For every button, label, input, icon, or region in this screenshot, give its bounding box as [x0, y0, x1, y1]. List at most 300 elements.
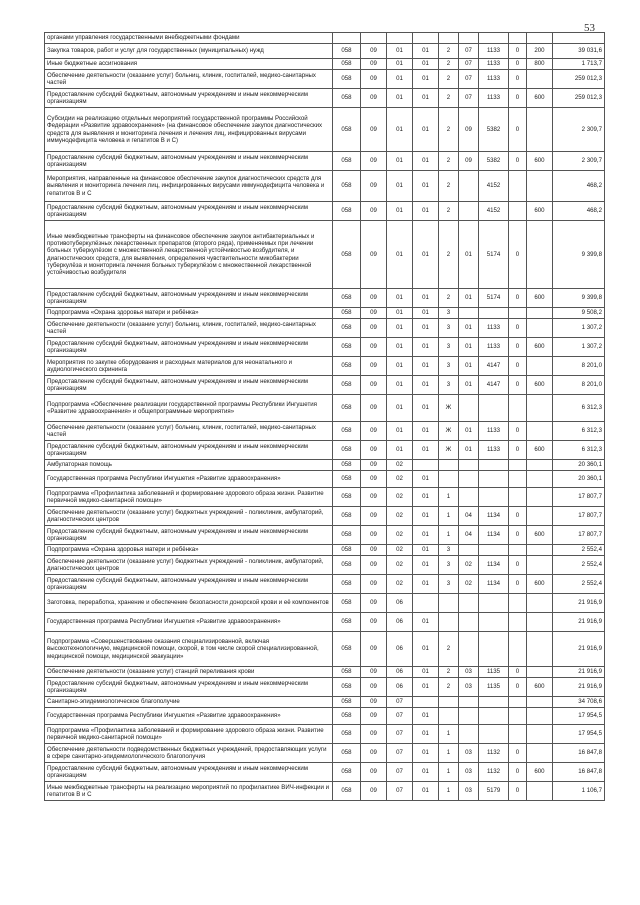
code-cell [527, 70, 553, 89]
code-cell: 01 [413, 152, 439, 171]
row-name: Мероприятия по закупке оборудования и расходных материалов для неонатального и аудиологического скрининга [45, 357, 333, 376]
code-cell: 01 [387, 59, 413, 70]
code-cell: 01 [413, 556, 439, 575]
row-name: Государственная программа Республики Ингушетия «Развитие здравоохранения» [45, 471, 333, 488]
code-cell: 07 [459, 59, 479, 70]
code-cell: 058 [333, 171, 361, 202]
code-cell: 09 [361, 632, 387, 667]
code-cell: 09 [361, 545, 387, 556]
code-cell: 01 [413, 289, 439, 308]
code-cell: 09 [361, 70, 387, 89]
table-row [45, 708, 605, 725]
table-row [45, 44, 605, 59]
code-cell: 0 [509, 70, 527, 89]
table-row [45, 507, 605, 526]
table-row [45, 594, 605, 613]
amount-cell: 16 847,8 [553, 744, 605, 763]
amount-cell: 34 708,6 [553, 697, 605, 708]
table-row [45, 725, 605, 744]
amount-cell [553, 33, 605, 44]
code-cell: 07 [387, 708, 413, 725]
row-name: Обеспечение деятельности (оказание услуг) бюджетных учреждений - поликлиник, амбулаторий, диагностических центров [45, 556, 333, 575]
code-cell: 09 [361, 678, 387, 697]
table-row [45, 526, 605, 545]
amount-cell: 1 307,2 [553, 319, 605, 338]
code-cell: 1133 [479, 422, 509, 441]
code-cell: 01 [413, 471, 439, 488]
code-cell [413, 33, 439, 44]
table-row [45, 441, 605, 460]
row-name: Обеспечение деятельности подведомственных бюджетных учреждений, предоставляющих услуги в сфере санитарно-эпидемиологического благополучия [45, 744, 333, 763]
code-cell: 0 [509, 44, 527, 59]
row-name: Обеспечение деятельности (оказание услуг) больниц, клиник, госпиталей, медико-санитарных частей [45, 319, 333, 338]
table-row [45, 376, 605, 395]
code-cell: 01 [413, 632, 439, 667]
amount-cell: 6 312,3 [553, 395, 605, 422]
code-cell: 4147 [479, 376, 509, 395]
amount-cell: 6 312,3 [553, 422, 605, 441]
code-cell [413, 697, 439, 708]
code-cell: 1 [439, 763, 459, 782]
amount-cell: 21 916,9 [553, 632, 605, 667]
amount-cell: 1 106,7 [553, 782, 605, 801]
code-cell [527, 708, 553, 725]
code-cell: 1133 [479, 319, 509, 338]
code-cell: 0 [509, 575, 527, 594]
code-cell: 3 [439, 376, 459, 395]
code-cell: 01 [413, 422, 439, 441]
code-cell: 058 [333, 44, 361, 59]
code-cell: 600 [527, 289, 553, 308]
code-cell: 01 [459, 357, 479, 376]
code-cell: 09 [361, 308, 387, 319]
code-cell: 0 [509, 376, 527, 395]
code-cell: 0 [509, 422, 527, 441]
code-cell: 600 [527, 763, 553, 782]
page-number: 53 [584, 22, 595, 34]
code-cell: 2 [439, 221, 459, 289]
code-cell: 01 [413, 89, 439, 108]
table-row [45, 697, 605, 708]
code-cell: 1133 [479, 338, 509, 357]
code-cell [527, 33, 553, 44]
code-cell [527, 488, 553, 507]
code-cell: Ж [439, 422, 459, 441]
code-cell: 600 [527, 678, 553, 697]
code-cell [459, 708, 479, 725]
code-cell: 01 [413, 376, 439, 395]
amount-cell: 21 916,9 [553, 678, 605, 697]
row-name: Предоставление субсидий бюджетным, автономным учреждениям и иным некоммерческим организациям [45, 289, 333, 308]
row-name: Предоставление субсидий бюджетным, автономным учреждениям и иным некоммерческим организациям [45, 575, 333, 594]
row-name: Подпрограмма «Охрана здоровья матери и ребёнка» [45, 308, 333, 319]
row-name: Предоставление субсидий бюджетным, автономным учреждениям и иным некоммерческим организациям [45, 152, 333, 171]
code-cell [479, 33, 509, 44]
table-row [45, 667, 605, 678]
code-cell: 01 [413, 708, 439, 725]
code-cell: 06 [387, 632, 413, 667]
code-cell [509, 545, 527, 556]
code-cell: 09 [361, 221, 387, 289]
row-name: Предоставление субсидий бюджетным, автономным учреждениям и иным некоммерческим организациям [45, 338, 333, 357]
row-name: Субсидии на реализацию отдельных мероприятий государственной программы Российской Федерации «Развитие здравоохранения» (на финансовое обеспечение закупок диагностических средств для выявления и мониторинга лечения и лечения лиц, инфицированных вирусами иммунодефицита человека и гепатитов В и С) [45, 108, 333, 152]
code-cell: 04 [459, 526, 479, 545]
code-cell: 058 [333, 613, 361, 632]
code-cell: 02 [387, 575, 413, 594]
code-cell [459, 632, 479, 667]
code-cell [527, 221, 553, 289]
code-cell [509, 708, 527, 725]
code-cell: 1 [439, 744, 459, 763]
code-cell: 07 [387, 725, 413, 744]
code-cell: 600 [527, 338, 553, 357]
code-cell: 058 [333, 395, 361, 422]
code-cell: 01 [413, 488, 439, 507]
amount-cell: 9 508,2 [553, 308, 605, 319]
budget-table [44, 32, 605, 801]
code-cell: 058 [333, 202, 361, 221]
code-cell: 600 [527, 526, 553, 545]
table-row [45, 202, 605, 221]
code-cell: 01 [413, 526, 439, 545]
code-cell [509, 471, 527, 488]
code-cell: 01 [387, 152, 413, 171]
table-row [45, 763, 605, 782]
code-cell: 09 [361, 357, 387, 376]
code-cell [527, 357, 553, 376]
code-cell: 01 [413, 725, 439, 744]
row-name: Государственная программа Республики Ингушетия «Развитие здравоохранения» [45, 708, 333, 725]
code-cell: 1 [439, 488, 459, 507]
table-row [45, 613, 605, 632]
code-cell: 01 [413, 545, 439, 556]
code-cell: 058 [333, 59, 361, 70]
code-cell: 07 [387, 782, 413, 801]
code-cell: 01 [387, 422, 413, 441]
code-cell: 0 [509, 289, 527, 308]
code-cell: 058 [333, 70, 361, 89]
code-cell: 058 [333, 725, 361, 744]
code-cell: 01 [413, 575, 439, 594]
code-cell: 09 [361, 59, 387, 70]
code-cell: 1 [439, 507, 459, 526]
code-cell: 07 [387, 763, 413, 782]
code-cell: 058 [333, 289, 361, 308]
code-cell [479, 395, 509, 422]
code-cell [479, 708, 509, 725]
row-name: Предоставление субсидий бюджетным, автономным учреждениям и иным некоммерческим организациям [45, 763, 333, 782]
row-name: Подпрограмма «Совершенствование оказания специализированной, включая высокотехнологичную, медицинской помощи, скорой, в том числе скорой специализированной, медицинской помощи, медицинской эвакуации» [45, 632, 333, 667]
code-cell: 3 [439, 338, 459, 357]
code-cell: 01 [387, 441, 413, 460]
code-cell: 01 [413, 744, 439, 763]
code-cell [527, 632, 553, 667]
code-cell: Ж [439, 395, 459, 422]
code-cell: 2 [439, 44, 459, 59]
code-cell: 09 [361, 44, 387, 59]
code-cell: 600 [527, 376, 553, 395]
code-cell: 01 [387, 319, 413, 338]
amount-cell: 17 954,5 [553, 725, 605, 744]
code-cell: 058 [333, 678, 361, 697]
code-cell: 01 [413, 59, 439, 70]
amount-cell: 21 916,9 [553, 594, 605, 613]
code-cell: 058 [333, 488, 361, 507]
code-cell: 1135 [479, 678, 509, 697]
table-row [45, 152, 605, 171]
amount-cell: 468,2 [553, 171, 605, 202]
code-cell: 09 [361, 460, 387, 471]
code-cell [459, 725, 479, 744]
code-cell [439, 460, 459, 471]
code-cell: 01 [387, 44, 413, 59]
code-cell: 4152 [479, 171, 509, 202]
code-cell: 09 [361, 289, 387, 308]
code-cell: 09 [361, 697, 387, 708]
code-cell: 09 [361, 422, 387, 441]
row-name: Мероприятия, направленные на финансовое обеспечение закупок диагностических средств для выявления и мониторинга лечения лиц, инфицированных вирусами иммунодефицита человека и гепатитов В и С [45, 171, 333, 202]
row-name: Предоставление субсидий бюджетным, автономным учреждениям и иным некоммерческим организациям [45, 526, 333, 545]
code-cell [387, 33, 413, 44]
code-cell: 01 [459, 422, 479, 441]
amount-cell: 2 552,4 [553, 545, 605, 556]
code-cell [479, 697, 509, 708]
code-cell: 06 [387, 678, 413, 697]
code-cell: 058 [333, 575, 361, 594]
code-cell: Ж [439, 441, 459, 460]
code-cell [459, 613, 479, 632]
code-cell: 058 [333, 697, 361, 708]
code-cell: 03 [459, 763, 479, 782]
code-cell: 0 [509, 763, 527, 782]
code-cell: 058 [333, 89, 361, 108]
code-cell [527, 308, 553, 319]
amount-cell: 2 309,7 [553, 108, 605, 152]
code-cell: 09 [361, 526, 387, 545]
code-cell: 1133 [479, 441, 509, 460]
code-cell: 0 [509, 782, 527, 801]
code-cell [509, 33, 527, 44]
code-cell: 1134 [479, 507, 509, 526]
row-name: органами управления государственными внебюджетными фондами [45, 33, 333, 44]
row-name: Заготовка, переработка, хранение и обеспечение безопасности донорской крови и её компонентов [45, 594, 333, 613]
row-name: Подпрограмма «Профилактика заболеваний и формирование здорового образа жизни. Развитие первичной медико-санитарной помощи» [45, 725, 333, 744]
code-cell [527, 667, 553, 678]
table-row [45, 319, 605, 338]
code-cell [509, 594, 527, 613]
amount-cell: 20 360,1 [553, 460, 605, 471]
code-cell: 058 [333, 357, 361, 376]
code-cell: 0 [509, 526, 527, 545]
code-cell: 1135 [479, 667, 509, 678]
code-cell: 07 [459, 70, 479, 89]
code-cell: 01 [413, 308, 439, 319]
code-cell [479, 613, 509, 632]
code-cell: 01 [413, 613, 439, 632]
code-cell: 01 [387, 376, 413, 395]
code-cell: 058 [333, 632, 361, 667]
code-cell: 600 [527, 575, 553, 594]
code-cell: 01 [459, 376, 479, 395]
code-cell: 800 [527, 59, 553, 70]
code-cell: 4147 [479, 357, 509, 376]
code-cell: 01 [413, 395, 439, 422]
code-cell: 058 [333, 782, 361, 801]
code-cell: 01 [413, 782, 439, 801]
code-cell: 3 [439, 319, 459, 338]
code-cell [459, 395, 479, 422]
code-cell: 600 [527, 441, 553, 460]
code-cell: 01 [413, 70, 439, 89]
code-cell: 09 [361, 376, 387, 395]
table-row [45, 108, 605, 152]
code-cell: 02 [387, 545, 413, 556]
table-row [45, 33, 605, 44]
code-cell: 01 [459, 221, 479, 289]
code-cell: 09 [361, 782, 387, 801]
code-cell: 3 [439, 357, 459, 376]
code-cell: 09 [361, 171, 387, 202]
code-cell: 058 [333, 708, 361, 725]
row-name: Обеспечение деятельности (оказание услуг) больниц, клиник, госпиталей, медико-санитарных частей [45, 422, 333, 441]
code-cell: 09 [361, 507, 387, 526]
row-name: Предоставление субсидий бюджетным, автономным учреждениям и иным некоммерческим организациям [45, 441, 333, 460]
code-cell: 01 [413, 319, 439, 338]
code-cell [459, 594, 479, 613]
table-row [45, 678, 605, 697]
code-cell [527, 697, 553, 708]
amount-cell: 16 847,8 [553, 763, 605, 782]
code-cell: 058 [333, 471, 361, 488]
code-cell: 058 [333, 441, 361, 460]
code-cell: 09 [361, 725, 387, 744]
code-cell: 02 [387, 488, 413, 507]
code-cell: 058 [333, 338, 361, 357]
row-name: Иные межбюджетные трансферты на финансовое обеспечение закупок антибактериальных и противотуберкулёзных лекарственных препаратов (второго ряда), применяемых при лечении больных туберкулёзом с множественной лекарственной устойчивостью возбудителя, и диагностических средств, для выявления, определения чувствительности микобактерии туберкулёза и мониторинга лечения больных туберкулёзом с множественной лекарственной устойчивостью возбудителя [45, 221, 333, 289]
code-cell: 03 [459, 782, 479, 801]
amount-cell: 20 360,1 [553, 471, 605, 488]
code-cell [439, 613, 459, 632]
amount-cell: 17 807,7 [553, 488, 605, 507]
amount-cell: 6 312,3 [553, 441, 605, 460]
code-cell: 01 [413, 44, 439, 59]
code-cell [527, 319, 553, 338]
code-cell [527, 744, 553, 763]
code-cell [439, 471, 459, 488]
row-name: Предоставление субсидий бюджетным, автономным учреждениям и иным некоммерческим организациям [45, 376, 333, 395]
code-cell: 09 [361, 556, 387, 575]
code-cell: 09 [361, 667, 387, 678]
code-cell: 2 [439, 171, 459, 202]
code-cell: 2 [439, 289, 459, 308]
code-cell: 06 [387, 594, 413, 613]
amount-cell: 2 309,7 [553, 152, 605, 171]
table-row [45, 308, 605, 319]
code-cell: 02 [459, 556, 479, 575]
code-cell: 06 [387, 613, 413, 632]
code-cell: 09 [459, 152, 479, 171]
code-cell [479, 460, 509, 471]
code-cell: 01 [387, 202, 413, 221]
code-cell: 058 [333, 152, 361, 171]
code-cell [527, 725, 553, 744]
code-cell: 1 [439, 526, 459, 545]
table-row [45, 357, 605, 376]
code-cell [527, 395, 553, 422]
code-cell: 07 [387, 697, 413, 708]
code-cell: 06 [387, 667, 413, 678]
amount-cell: 468,2 [553, 202, 605, 221]
code-cell: 2 [439, 108, 459, 152]
code-cell: 09 [361, 575, 387, 594]
code-cell: 01 [413, 441, 439, 460]
code-cell: 09 [361, 441, 387, 460]
code-cell: 09 [361, 488, 387, 507]
code-cell: 2 [439, 152, 459, 171]
code-cell [509, 460, 527, 471]
code-cell: 1134 [479, 526, 509, 545]
code-cell [527, 422, 553, 441]
code-cell: 2 [439, 678, 459, 697]
code-cell: 09 [361, 471, 387, 488]
code-cell: 09 [459, 108, 479, 152]
code-cell: 058 [333, 545, 361, 556]
code-cell: 058 [333, 460, 361, 471]
code-cell: 01 [459, 338, 479, 357]
code-cell [479, 725, 509, 744]
code-cell [527, 460, 553, 471]
amount-cell: 1 713,7 [553, 59, 605, 70]
code-cell [459, 488, 479, 507]
code-cell: 4152 [479, 202, 509, 221]
amount-cell: 17 807,7 [553, 526, 605, 545]
code-cell [509, 697, 527, 708]
code-cell: 1134 [479, 556, 509, 575]
amount-cell: 21 916,9 [553, 613, 605, 632]
row-name: Иные межбюджетные трансферты на реализацию мероприятий по профилактике ВИЧ-инфекции и гепатитов В и С [45, 782, 333, 801]
code-cell: 01 [413, 171, 439, 202]
row-name: Обеспечение деятельности (оказание услуг) больниц, клиник, госпиталей, медико-санитарных частей [45, 70, 333, 89]
code-cell [527, 545, 553, 556]
code-cell [527, 594, 553, 613]
code-cell [459, 202, 479, 221]
table-row [45, 460, 605, 471]
table-row [45, 744, 605, 763]
code-cell: 2 [439, 70, 459, 89]
code-cell: 058 [333, 376, 361, 395]
code-cell: 07 [387, 744, 413, 763]
code-cell: 1132 [479, 744, 509, 763]
code-cell: 0 [509, 338, 527, 357]
table-row [45, 289, 605, 308]
code-cell: 058 [333, 221, 361, 289]
code-cell: 1133 [479, 89, 509, 108]
code-cell [479, 632, 509, 667]
code-cell: 2 [439, 89, 459, 108]
code-cell: 3 [439, 308, 459, 319]
amount-cell: 21 916,9 [553, 667, 605, 678]
code-cell: 5174 [479, 289, 509, 308]
code-cell: 058 [333, 744, 361, 763]
code-cell: 01 [459, 289, 479, 308]
code-cell: 600 [527, 202, 553, 221]
code-cell: 1 [439, 725, 459, 744]
code-cell [509, 632, 527, 667]
code-cell [527, 471, 553, 488]
code-cell: 2 [439, 59, 459, 70]
amount-cell: 2 552,4 [553, 575, 605, 594]
code-cell: 058 [333, 507, 361, 526]
